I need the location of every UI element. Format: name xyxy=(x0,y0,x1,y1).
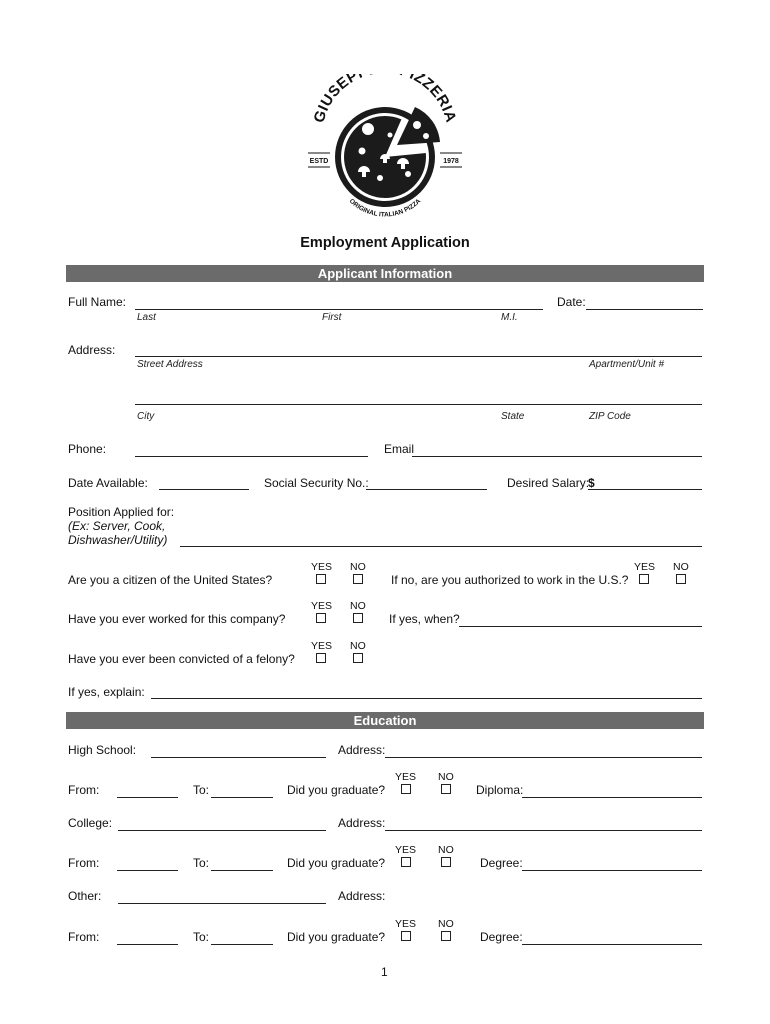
hs-to-field[interactable] xyxy=(211,797,273,798)
other-graduate-question: Did you graduate? xyxy=(287,930,386,944)
high-school-address-label: Address: xyxy=(338,743,386,757)
worked-no-checkbox[interactable] xyxy=(353,613,363,623)
citizen-yes-label: YES xyxy=(311,561,333,573)
date-available-field[interactable] xyxy=(159,489,249,490)
worked-no-label: NO xyxy=(350,600,366,612)
other-address-label: Address: xyxy=(338,889,386,903)
full-name-label: Full Name: xyxy=(68,295,127,309)
worked-yes-checkbox[interactable] xyxy=(316,613,326,623)
position-label: Position Applied for: xyxy=(68,505,175,519)
hs-graduate-yes-label: YES xyxy=(395,771,417,783)
position-field[interactable] xyxy=(180,546,702,547)
high-school-label: High School: xyxy=(68,743,137,757)
authorized-no-label: NO xyxy=(673,561,689,573)
city-state-zip-field[interactable] xyxy=(135,404,702,405)
hs-to-label: To: xyxy=(193,783,210,797)
section-header-applicant: Applicant Information xyxy=(66,265,704,282)
email-label: Email xyxy=(384,442,415,456)
college-from-field[interactable] xyxy=(117,870,178,871)
college-address-label: Address: xyxy=(338,816,386,830)
felony-no-label: NO xyxy=(350,640,366,652)
college-field[interactable] xyxy=(118,830,326,831)
date-field[interactable] xyxy=(586,309,703,310)
college-address-field[interactable] xyxy=(385,830,702,831)
college-degree-label: Degree: xyxy=(480,856,523,870)
hs-graduate-yes-checkbox[interactable] xyxy=(401,784,411,794)
logo-estd: ESTD xyxy=(309,158,329,165)
college-graduate-yes-checkbox[interactable] xyxy=(401,857,411,867)
felony-question: Have you ever been convicted of a felony? xyxy=(68,652,295,666)
other-graduate-yes-label: YES xyxy=(395,918,417,930)
position-hint-2: Dishwasher/Utility) xyxy=(68,533,168,547)
middle-initial-caption: M.I. xyxy=(501,312,518,323)
college-label: College: xyxy=(68,816,113,830)
college-graduate-question: Did you graduate? xyxy=(287,856,386,870)
other-from-field[interactable] xyxy=(117,944,178,945)
authorized-no-checkbox[interactable] xyxy=(676,574,686,584)
citizen-yes-checkbox[interactable] xyxy=(316,574,326,584)
felony-yes-label: YES xyxy=(311,640,333,652)
full-name-field[interactable] xyxy=(135,309,543,310)
explain-field[interactable] xyxy=(151,698,702,699)
high-school-field[interactable] xyxy=(151,757,326,758)
worked-question: Have you ever worked for this company? xyxy=(68,612,286,626)
college-to-field[interactable] xyxy=(211,870,273,871)
other-label: Other: xyxy=(68,889,102,903)
college-degree-field[interactable] xyxy=(522,870,702,871)
authorized-yes-label: YES xyxy=(634,561,656,573)
logo-tagline: ORIGINAL ITALIAN PIZZA xyxy=(347,197,423,219)
street-address-field[interactable] xyxy=(135,356,702,357)
hs-graduate-no-checkbox[interactable] xyxy=(441,784,451,794)
college-graduate-no-label: NO xyxy=(438,844,454,856)
authorized-yes-checkbox[interactable] xyxy=(639,574,649,584)
diploma-field[interactable] xyxy=(522,797,702,798)
company-logo xyxy=(300,74,470,224)
college-graduate-no-checkbox[interactable] xyxy=(441,857,451,867)
phone-label: Phone: xyxy=(68,442,107,456)
other-graduate-no-label: NO xyxy=(438,918,454,930)
date-available-label: Date Available: xyxy=(68,476,148,490)
felony-no-checkbox[interactable] xyxy=(353,653,363,663)
high-school-address-field[interactable] xyxy=(385,757,702,758)
authorized-question: If no, are you authorized to work in the U.S.? xyxy=(391,573,629,587)
date-label: Date: xyxy=(557,295,586,309)
other-to-label: To: xyxy=(193,930,210,944)
when-label: If yes, when? xyxy=(389,612,460,626)
explain-label: If yes, explain: xyxy=(68,685,145,699)
desired-salary-label: Desired Salary: xyxy=(507,476,590,490)
logo-year: 1978 xyxy=(443,158,459,165)
hs-from-label: From: xyxy=(68,783,100,797)
other-field[interactable] xyxy=(118,903,326,904)
other-to-field[interactable] xyxy=(211,944,273,945)
state-caption: State xyxy=(501,411,525,422)
last-name-caption: Last xyxy=(137,312,156,323)
hs-graduate-no-label: NO xyxy=(438,771,454,783)
other-graduate-no-checkbox[interactable] xyxy=(441,931,451,941)
section-header-education: Education xyxy=(66,712,704,729)
logo-name: GIUSEP IZZERIA xyxy=(310,74,460,125)
apartment-caption: Apartment/Unit # xyxy=(589,359,665,370)
citizen-question: Are you a citizen of the United States? xyxy=(68,573,273,587)
citizen-no-label: NO xyxy=(350,561,366,573)
college-graduate-yes-label: YES xyxy=(395,844,417,856)
ssn-field[interactable] xyxy=(366,489,487,490)
salary-dollar-sign: $ xyxy=(588,476,595,490)
city-caption: City xyxy=(137,411,155,422)
other-degree-label: Degree: xyxy=(480,930,523,944)
other-from-label: From: xyxy=(68,930,100,944)
ssn-label: Social Security No.: xyxy=(264,476,369,490)
college-from-label: From: xyxy=(68,856,100,870)
hs-graduate-question: Did you graduate? xyxy=(287,783,386,797)
when-field[interactable] xyxy=(459,626,702,627)
form-title: Employment Application xyxy=(300,235,470,251)
felony-yes-checkbox[interactable] xyxy=(316,653,326,663)
email-field[interactable] xyxy=(412,456,702,457)
address-label: Address: xyxy=(68,343,116,357)
page-number: 1 xyxy=(381,965,388,979)
citizen-no-checkbox[interactable] xyxy=(353,574,363,584)
zip-caption: ZIP Code xyxy=(589,411,631,422)
phone-field[interactable] xyxy=(135,456,368,457)
hs-from-field[interactable] xyxy=(117,797,178,798)
other-degree-field[interactable] xyxy=(522,944,702,945)
first-name-caption: First xyxy=(322,312,342,323)
pizza-logo-icon xyxy=(300,74,470,224)
desired-salary-field[interactable] xyxy=(588,489,702,490)
diploma-label: Diploma: xyxy=(476,783,524,797)
position-hint-1: (Ex: Server, Cook, xyxy=(68,519,166,533)
worked-yes-label: YES xyxy=(311,600,333,612)
street-address-caption: Street Address xyxy=(137,359,203,370)
college-to-label: To: xyxy=(193,856,210,870)
other-graduate-yes-checkbox[interactable] xyxy=(401,931,411,941)
